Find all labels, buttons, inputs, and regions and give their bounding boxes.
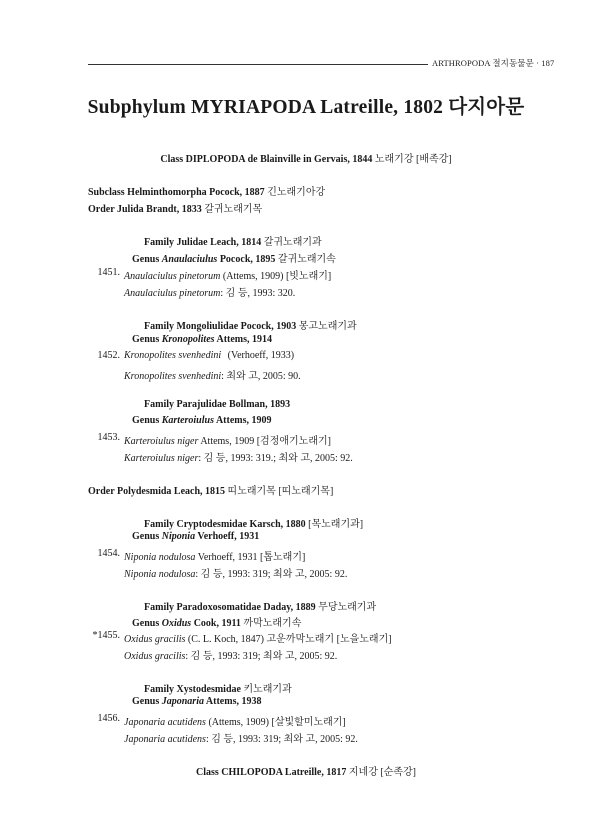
species-author: Verhoeff, 1931 [톱노래기] [197,552,306,563]
class-chilopoda-heading [0,763,612,778]
reference-species: Japonaria acutidens [124,734,206,745]
genus-heading [132,415,271,426]
genus-heading [132,250,336,265]
species-name: Niponia nodulosa [124,552,196,563]
entry-number: 1453. [97,432,120,443]
family-name: Family Cryptodesmidae Karsch, 1880 [144,519,306,530]
species-name: Karteroiulus niger [124,436,199,447]
species-reference [124,730,358,745]
class-chilopoda-name: Class CHILOPODA Latreille, 1817 [196,767,347,778]
reference-species: Kronopolites svenhedini [124,371,222,382]
genus-prefix: Genus [132,696,160,707]
genus-prefix: Genus [132,415,160,426]
family-korean: [목노래기과] [308,519,364,530]
species-reference [124,367,301,382]
order-polydesmida-korean: 띠노래기목 [띠노래기목] [227,486,334,497]
reference-species: Karteroiulus niger [124,453,199,464]
genus-korean: 까막노래기속 [243,618,302,629]
genus-korean: 갈귀노래기속 [277,254,336,265]
family-name: Family Parajulidae Bollman, 1893 [144,399,291,410]
family-korean: 몽고노래기과 [298,321,357,332]
genus-author: Pocock, 1895 [219,254,276,265]
entry-number: 1451. [97,267,120,278]
entry-number: 1456. [97,713,120,724]
family-name: Family Mongoliulidae Pocock, 1903 [144,321,297,332]
subclass-korean: 긴노래기아강 [267,187,326,198]
species-name: Kronopolites svenhedini [124,350,222,361]
species-reference [124,647,337,662]
order-polydesmida-heading [88,482,333,497]
order-julida-heading [88,200,262,215]
species-entry [124,267,331,282]
genus-author: Cook, 1911 [193,618,241,629]
species-author: (C. L. Koch, 1847) 고운까막노래기 [노을노래기] [187,634,392,645]
family-heading [144,233,322,248]
genus-author: Attems, 1909 [215,415,272,426]
genus-author: Attems, 1914 [216,334,273,345]
reference-citation: : 최와 고, 2005: 90. [221,371,301,382]
page-title: Subphylum MYRIAPODA Latreille, 1802 다지아문 [87,97,525,118]
family-name: Family Julidae Leach, 1814 [144,237,262,248]
subclass-name: Subclass Helminthomorpha Pocock, 1887 [88,187,265,198]
running-header: ARTHROPODA 절지동물문 · 187 [432,58,555,68]
reference-citation: : 김 등, 1993: 320. [220,288,296,299]
family-korean: 키노래기과 [243,684,292,695]
species-reference [124,565,347,580]
genus-heading [132,531,259,542]
family-heading [144,515,363,530]
class-chilopoda-korean: 지네강 [순족강] [348,767,416,778]
family-heading [144,598,376,613]
genus-prefix: Genus [132,531,160,542]
subclass-heading [88,183,325,198]
order-julida-korean: 갈귀노래기목 [204,204,263,215]
reference-citation: : 김 등, 1993: 319; 최와 고, 2005: 92. [205,734,358,745]
species-entry [124,548,305,563]
genus-prefix: Genus [132,334,160,345]
genus-name: Kronopolites [161,334,215,345]
genus-name: Oxidus [161,618,192,629]
species-name: Oxidus gracilis [124,634,186,645]
species-author: (Attems, 1909) [빗노래기] [222,271,332,282]
reference-citation: : 김 등, 1993: 319; 최와 고, 2005: 92. [195,569,348,580]
header-rule [88,64,428,65]
species-entry [124,630,392,645]
species-name: Japonaria acutidens [124,717,206,728]
family-heading [144,680,292,695]
family-heading [144,399,290,410]
species-author: (Attems, 1909) [살빛할미노래기] [208,717,346,728]
order-julida-name: Order Julida Brandt, 1833 [88,204,202,215]
genus-name: Karteroiulus [161,415,214,426]
genus-author: Verhoeff, 1931 [197,531,260,542]
class-diplopoda-heading [0,150,612,165]
entry-number: *1455. [92,630,120,641]
family-korean: 갈귀노래기과 [263,237,322,248]
genus-name: Anaulaciulus [161,254,218,265]
family-name: Family Xystodesmidae [144,684,241,695]
entry-number: 1452. [97,350,120,361]
genus-prefix: Genus [132,618,160,629]
species-author: (Verhoeff, 1933) [227,350,295,361]
species-entry [124,432,331,447]
class-diplopoda-korean: 노래기강 [배족강] [374,154,452,165]
genus-heading [132,614,301,629]
reference-species: Niponia nodulosa [124,569,196,580]
reference-citation: : 김 등, 1993: 319; 최와 고, 2005: 92. [185,651,338,662]
species-reference [124,449,353,464]
species-name: Anaulaciulus pinetorum [124,271,221,282]
species-entry [124,713,346,728]
genus-name: Japonaria [161,696,204,707]
family-heading [144,317,357,332]
reference-citation: : 김 등, 1993: 319.; 최와 고, 2005: 92. [198,453,353,464]
reference-species: Anaulaciulus pinetorum [124,288,221,299]
genus-author: Attems, 1938 [205,696,262,707]
family-name: Family Paradoxosomatidae Daday, 1889 [144,602,316,613]
species-author: Attems, 1909 [검정애기노래기] [200,436,331,447]
order-polydesmida-name: Order Polydesmida Leach, 1815 [88,486,226,497]
class-diplopoda-name: Class DIPLOPODA de Blainville in Gervais, 1844 [160,154,373,165]
genus-prefix: Genus [132,254,160,265]
reference-species: Oxidus gracilis [124,651,186,662]
species-reference [124,284,295,299]
genus-heading [132,696,261,707]
family-korean: 무당노래기과 [318,602,377,613]
species-entry [124,350,294,361]
genus-name: Niponia [161,531,196,542]
genus-heading [132,334,272,345]
entry-number: 1454. [97,548,120,559]
